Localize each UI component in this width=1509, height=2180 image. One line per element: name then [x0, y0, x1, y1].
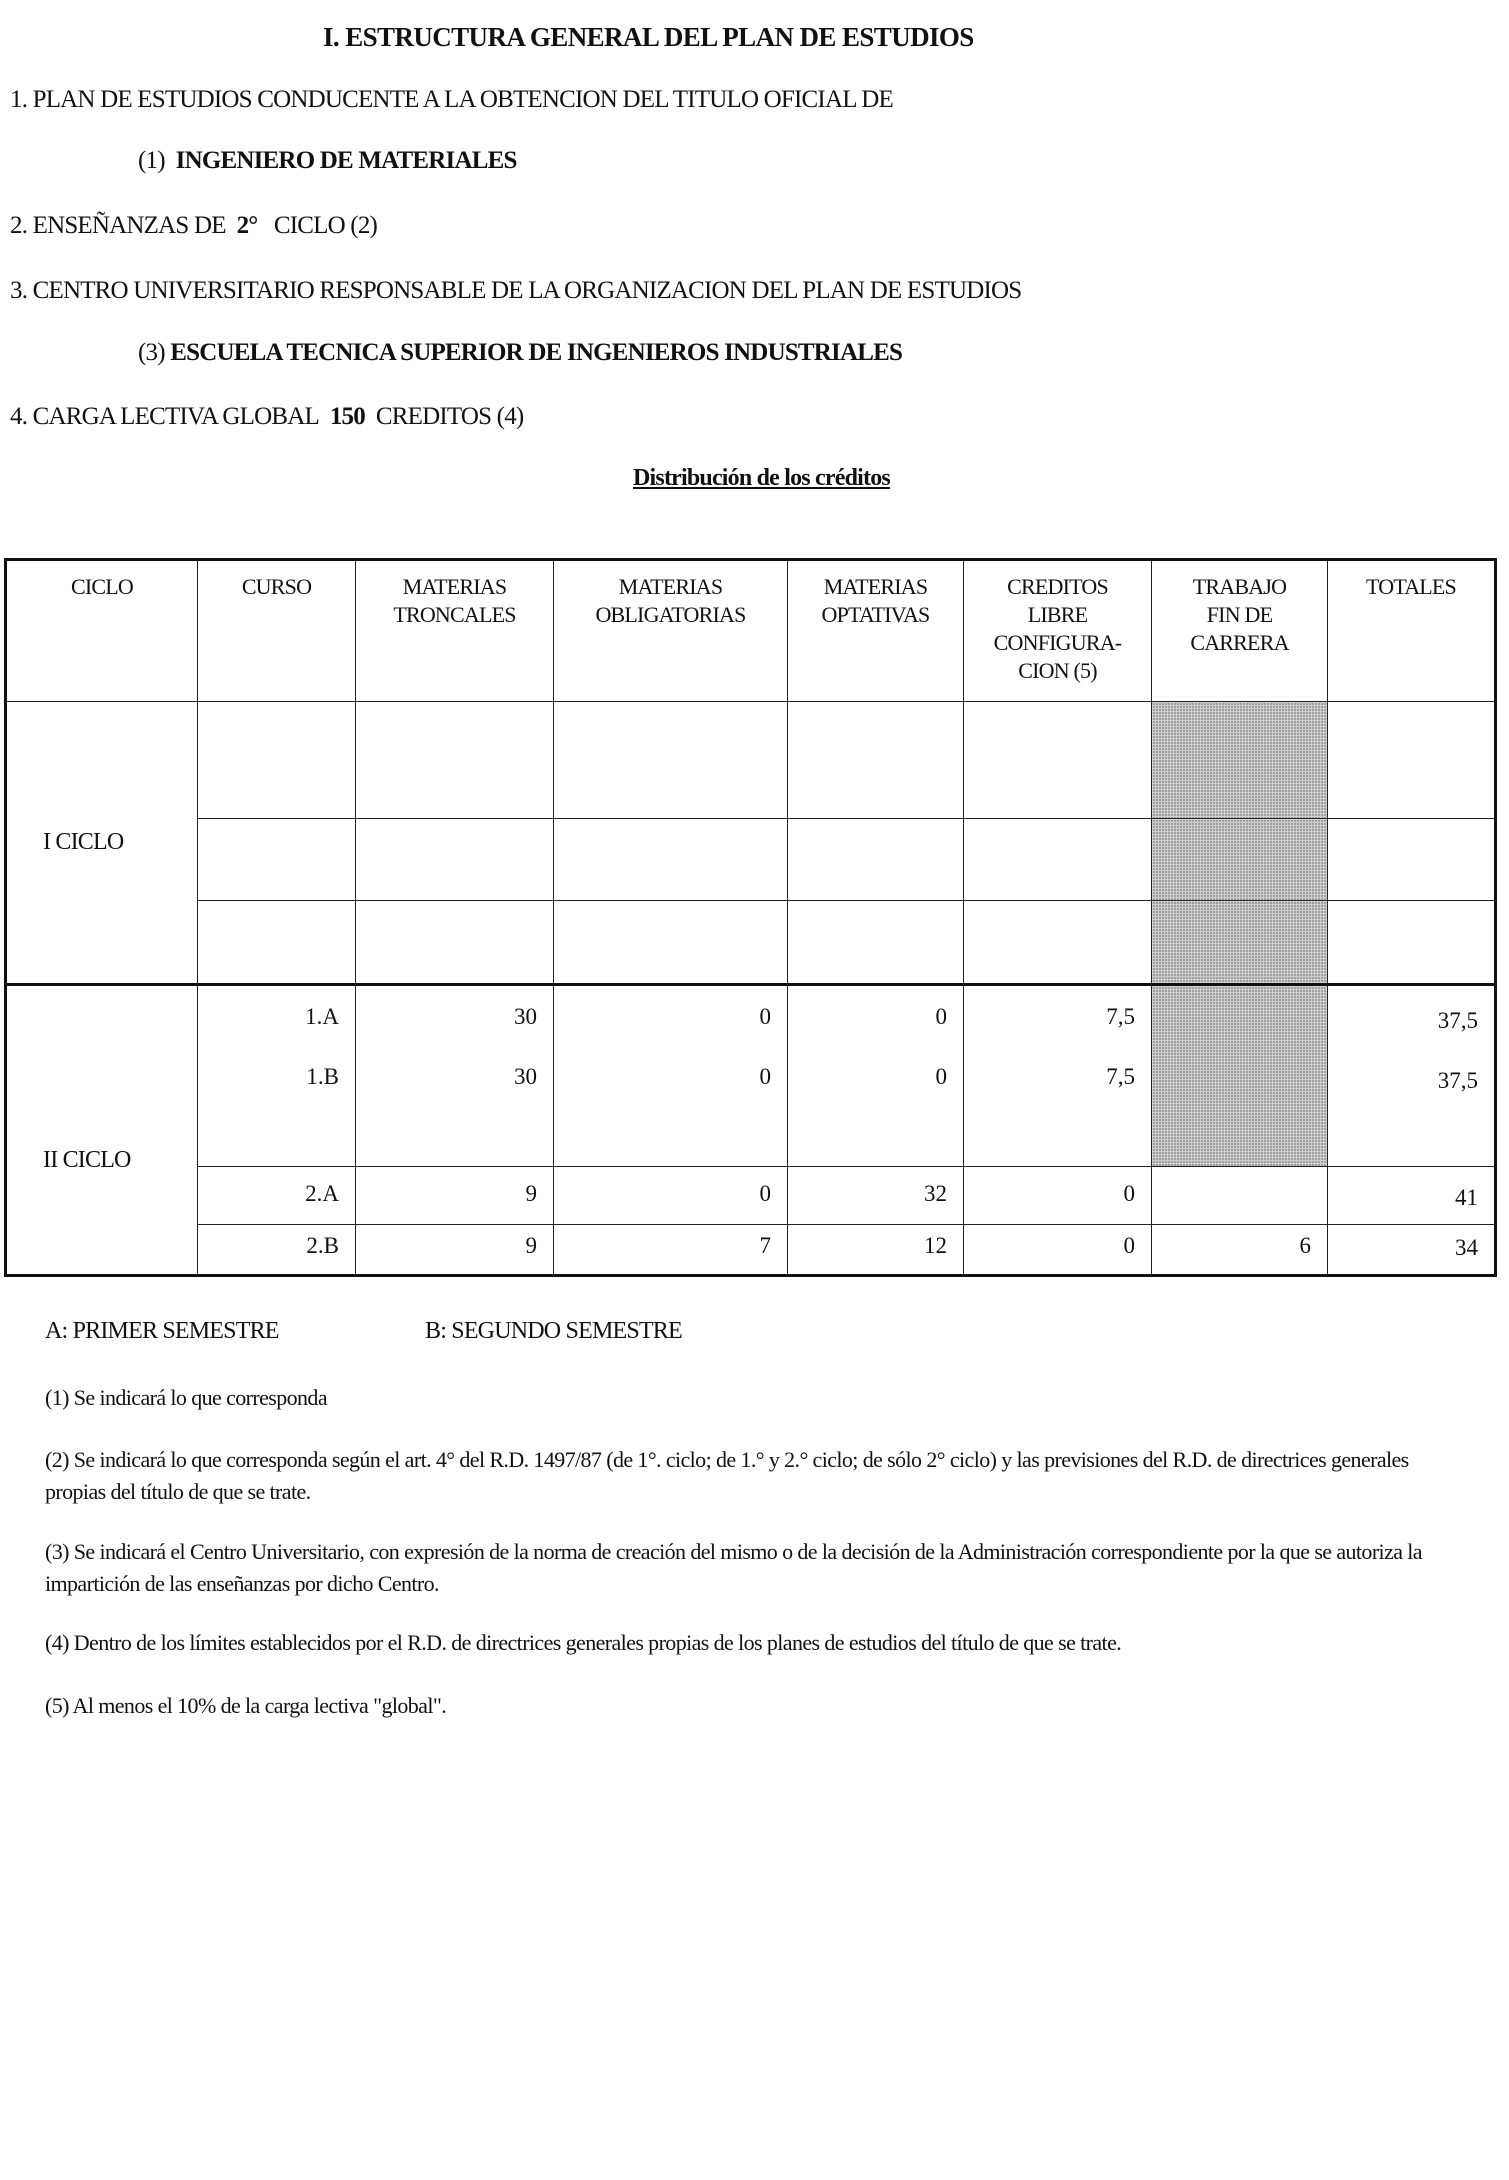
obligatorias-1a: 0	[759, 1004, 771, 1029]
total-2b: 34	[1328, 1225, 1496, 1276]
optativas-2a: 32	[788, 1167, 964, 1225]
ciclo-2-label: II CICLO	[6, 985, 198, 1276]
plan-line: 1. PLAN DE ESTUDIOS CONDUCENTE A LA OBTENCION DEL TITULO OFICIAL DE	[10, 86, 893, 113]
curso-2a: 2.A	[198, 1167, 356, 1225]
obligatorias-2a: 0	[554, 1167, 788, 1225]
table-cell	[356, 702, 554, 819]
optativas-1b: 0	[935, 1064, 947, 1089]
header-troncales: MATERIAS TRONCALES	[356, 560, 554, 702]
table-cell	[356, 819, 554, 901]
header-optativas: MATERIAS OPTATIVAS	[788, 560, 964, 702]
table-cell	[1328, 901, 1496, 985]
total-2a: 41	[1328, 1167, 1496, 1225]
centro-ref: (3)	[138, 339, 165, 366]
table-row	[6, 819, 1496, 901]
table-cell	[1328, 702, 1496, 819]
trabajo-2a	[1152, 1167, 1328, 1225]
optativas-2b: 12	[788, 1225, 964, 1276]
semester-b-legend: B: SEGUNDO SEMESTRE	[425, 1318, 682, 1344]
obligatorias-1b: 0	[759, 1064, 771, 1089]
table-row	[6, 901, 1496, 985]
table-cell	[554, 819, 788, 901]
ciclo-1-label: I CICLO	[6, 702, 198, 985]
table-cell	[198, 901, 356, 985]
table-cell	[788, 819, 964, 901]
ensenanzas-line	[10, 212, 377, 240]
table-cell	[964, 819, 1152, 901]
degree-name: INGENIERO DE MATERIALES	[175, 147, 517, 174]
carga-line	[10, 403, 523, 431]
libre-2b: 0	[964, 1225, 1152, 1276]
header-totales: TOTALES	[1328, 560, 1496, 702]
footnote-5: (5) Al menos el 10% de la carga lectiva "global".	[45, 1693, 447, 1718]
footnote-1: (1) Se indicará lo que corresponda	[45, 1385, 327, 1410]
obligatorias-cell	[554, 985, 788, 1167]
total-1b: 37,5	[1437, 1068, 1478, 1093]
table-cell	[964, 702, 1152, 819]
degree-ref: (1)	[138, 147, 165, 174]
table-row	[6, 985, 1496, 1167]
centro-name-line	[138, 339, 902, 367]
table-cell	[554, 702, 788, 819]
degree-line	[138, 147, 517, 175]
libre-cell	[964, 985, 1152, 1167]
ensenanzas-suffix: CICLO (2)	[273, 212, 378, 239]
curso-1a: 1.A	[305, 1004, 339, 1029]
ciclo-value: 2°	[236, 212, 258, 239]
header-trabajo: TRABAJO FIN DE CARRERA	[1152, 560, 1328, 702]
semester-a-legend: A: PRIMER SEMESTRE	[45, 1318, 279, 1344]
credits-table	[4, 558, 1497, 1277]
libre-1a: 7,5	[1106, 1004, 1135, 1029]
optativas-cell	[788, 985, 964, 1167]
distribution-title: Distribución de los créditos	[633, 465, 890, 491]
header-obligatorias: MATERIAS OBLIGATORIAS	[554, 560, 788, 702]
total-1a: 37,5	[1437, 1008, 1478, 1033]
header-curso: CURSO	[198, 560, 356, 702]
centro-line: 3. CENTRO UNIVERSITARIO RESPONSABLE DE LA ORGANIZACION DEL PLAN DE ESTUDIOS	[10, 277, 1022, 304]
table-cell	[356, 901, 554, 985]
document-title: I. ESTRUCTURA GENERAL DEL PLAN DE ESTUDIOS	[323, 22, 974, 52]
footnote-2: (2) Se indicará lo que corresponda según el art. 4° del R.D. 1497/87 (de 1°. ciclo; de 1.° y 2.° ciclo; de sólo 2° ciclo) y las previsiones del R.D. de directrices generales propias del título de que se trate.	[45, 1447, 1409, 1504]
table-cell	[554, 901, 788, 985]
table-row	[6, 702, 1496, 819]
footnote-3: (3) Se indicará el Centro Universitario, con expresión de la norma de creación del mismo o de la decisión de la Administración correspondiente por la que se autoriza la impartición de las enseñanzas por dicho Centro.	[45, 1539, 1422, 1596]
libre-2a: 0	[964, 1167, 1152, 1225]
obligatorias-2b: 7	[554, 1225, 788, 1276]
carga-suffix: CREDITOS (4)	[375, 403, 524, 430]
footnote-4: (4) Dentro de los límites establecidos por el R.D. de directrices generales propias de los planes de estudios del título de que se trate.	[45, 1630, 1122, 1655]
troncales-1a: 30	[514, 1004, 537, 1029]
ensenanzas-prefix: 2. ENSEÑANZAS DE	[10, 212, 226, 239]
optativas-1a: 0	[935, 1004, 947, 1029]
table-cell	[788, 702, 964, 819]
table-cell	[1328, 819, 1496, 901]
table-header-row	[6, 560, 1496, 702]
troncales-cell	[356, 985, 554, 1167]
table-cell	[198, 702, 356, 819]
trabajo-2b: 6	[1152, 1225, 1328, 1276]
table-row	[6, 1167, 1496, 1225]
table-cell	[788, 901, 964, 985]
table-cell	[198, 819, 356, 901]
shaded-cell	[1152, 819, 1328, 901]
carga-value: 150	[329, 403, 365, 430]
curso-1b: 1.B	[306, 1064, 339, 1089]
curso-2b: 2.B	[198, 1225, 356, 1276]
centro-name: ESCUELA TECNICA SUPERIOR DE INGENIEROS INDUSTRIALES	[170, 339, 903, 366]
libre-1b: 7,5	[1106, 1064, 1135, 1089]
carga-prefix: 4. CARGA LECTIVA GLOBAL	[10, 403, 319, 430]
shaded-cell	[1152, 985, 1328, 1167]
header-ciclo: CICLO	[6, 560, 198, 702]
troncales-1b: 30	[514, 1064, 537, 1089]
table-row	[6, 1225, 1496, 1276]
header-libre: CREDITOS LIBRE CONFIGURA-CION (5)	[964, 560, 1152, 702]
curso-cell	[198, 985, 356, 1167]
troncales-2b: 9	[356, 1225, 554, 1276]
shaded-cell	[1152, 702, 1328, 819]
table-cell	[964, 901, 1152, 985]
total-cell	[1328, 985, 1496, 1167]
troncales-2a: 9	[356, 1167, 554, 1225]
shaded-cell	[1152, 901, 1328, 985]
